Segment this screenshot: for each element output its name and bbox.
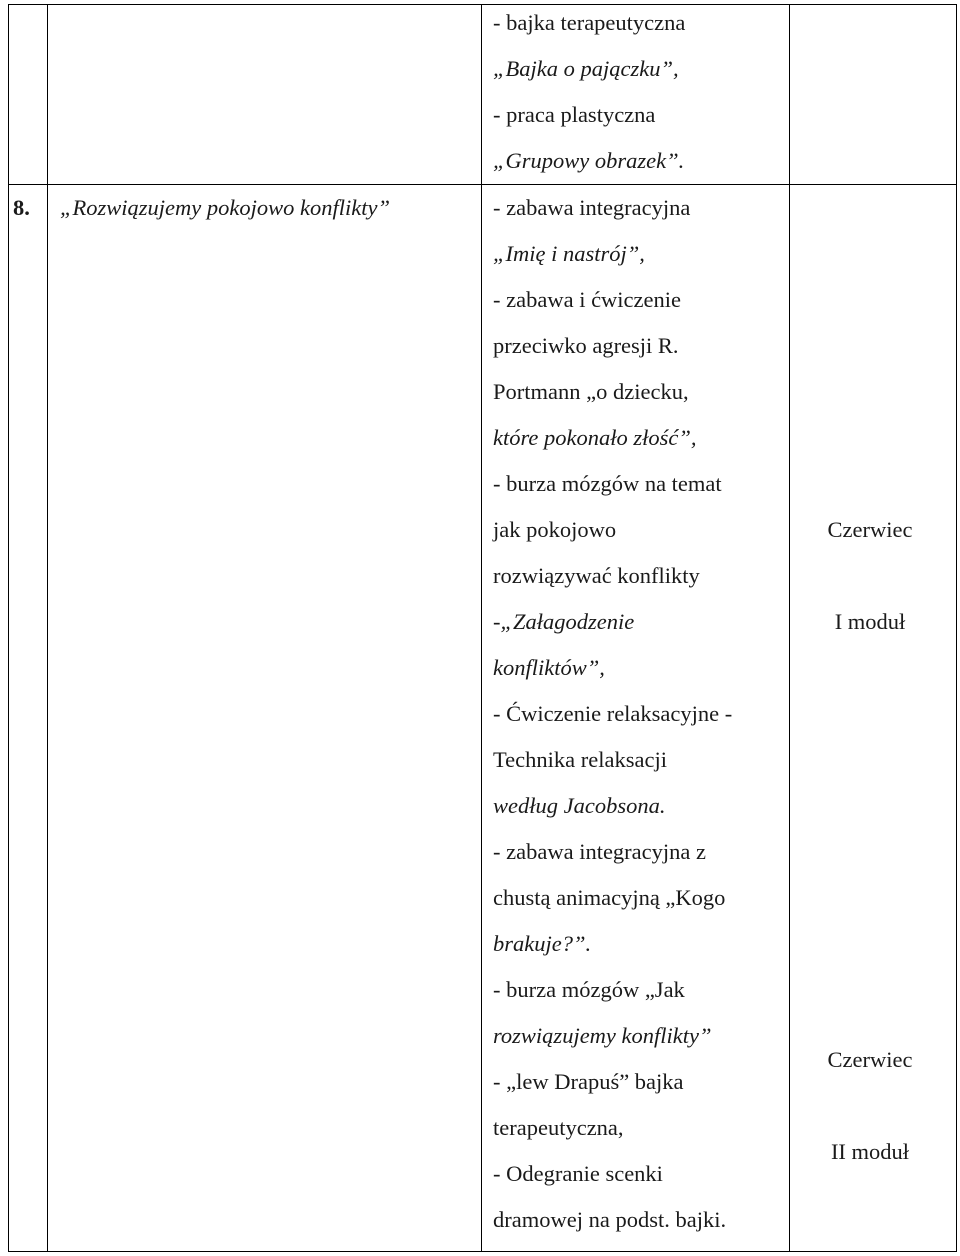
activity-line: - „lew Drapuś” bajka bbox=[493, 1069, 684, 1094]
activity-line: Technika relaksacji bbox=[493, 747, 667, 772]
activity-line: - Ćwiczenie relaksacyjne - bbox=[493, 701, 733, 726]
column-divider-title bbox=[481, 4, 482, 1252]
activity-line: terapeutyczna, bbox=[493, 1115, 624, 1140]
activity-line: „Imię i nastrój”, bbox=[493, 241, 645, 266]
activity-line: dramowej na podst. bajki. bbox=[493, 1207, 727, 1232]
activity-line: „Grupowy obrazek”. bbox=[493, 148, 685, 173]
activity-line: rozwiązywać konflikty bbox=[493, 563, 700, 588]
activity-line: - zabawa i ćwiczenie bbox=[493, 287, 681, 312]
activity-line: jak pokojowo bbox=[493, 517, 617, 542]
activity-line: - Odegranie scenki bbox=[493, 1161, 663, 1186]
activity-line: przeciwko agresji R. bbox=[493, 333, 679, 358]
activity-line: - burza mózgów „Jak bbox=[493, 977, 685, 1002]
topic-title: „Rozwiązujemy pokojowo konflikty” bbox=[60, 195, 390, 220]
activity-line: - zabawa integracyjna z bbox=[493, 839, 706, 864]
activity-line: brakuje?”. bbox=[493, 931, 592, 956]
activity-line: - bajka terapeutyczna bbox=[493, 10, 686, 35]
row-number: 8. bbox=[13, 195, 30, 220]
activity-line: chustą animacyjną „Kogo bbox=[493, 885, 726, 910]
activity-line: według Jacobsona. bbox=[493, 793, 666, 818]
term-module: II moduł bbox=[830, 1139, 910, 1164]
activity-line: rozwiązujemy konflikty” bbox=[493, 1023, 712, 1048]
term-module: I moduł bbox=[834, 609, 906, 634]
activity-line: - zabawa integracyjna bbox=[493, 195, 691, 220]
activity-line: które pokonało złość”, bbox=[493, 425, 697, 450]
activity-line: „Bajka o pajączku”, bbox=[493, 56, 679, 81]
term-month: Czerwiec bbox=[827, 1047, 913, 1072]
activity-line: - burza mózgów na temat bbox=[493, 471, 722, 496]
term-month: Czerwiec bbox=[827, 517, 913, 542]
activity-line: -„Załagodzenie bbox=[493, 609, 635, 634]
activity-line: konfliktów”, bbox=[493, 655, 605, 680]
column-divider-number bbox=[47, 4, 48, 1252]
activity-line: - praca plastyczna bbox=[493, 102, 656, 127]
activity-line: Portmann „o dziecku, bbox=[493, 379, 689, 404]
